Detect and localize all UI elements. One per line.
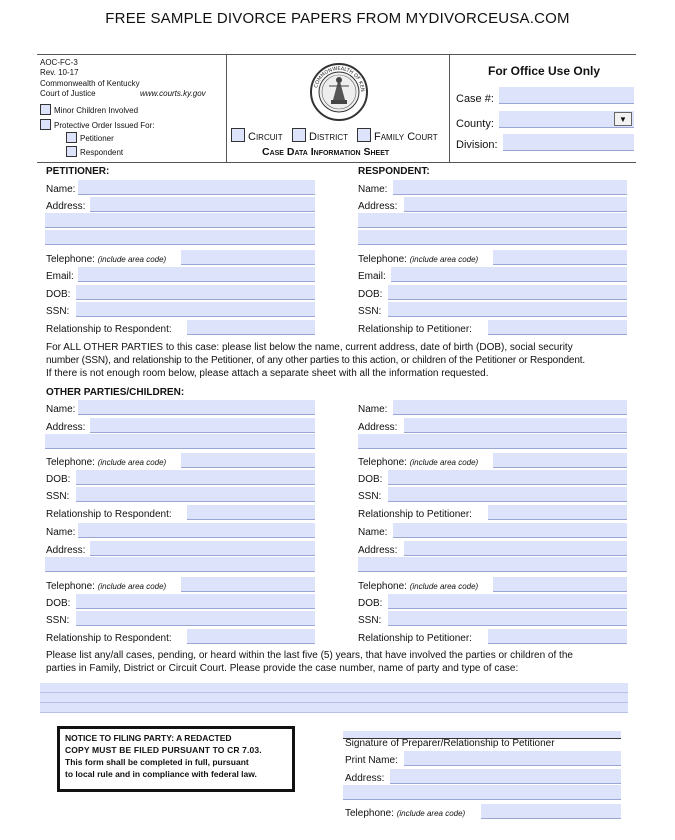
court-label: Court of Justice bbox=[40, 89, 96, 98]
party3-address-label: Address: bbox=[46, 545, 86, 556]
petitioner-name-field[interactable] bbox=[78, 180, 315, 195]
division-label: Division: bbox=[456, 139, 498, 151]
party4-ssn-field[interactable] bbox=[388, 611, 627, 626]
petitioner-email-field[interactable] bbox=[78, 267, 315, 282]
respondent-dob-label: DOB: bbox=[358, 289, 383, 300]
party2-name-field[interactable] bbox=[393, 400, 627, 415]
party2-relationship-field[interactable] bbox=[488, 505, 627, 520]
petitioner-dob-field[interactable] bbox=[76, 285, 315, 300]
print-name-field[interactable] bbox=[404, 751, 621, 766]
party1-dob-field[interactable] bbox=[76, 470, 315, 485]
party4-address-label: Address: bbox=[358, 545, 398, 556]
party2-dob-field[interactable] bbox=[388, 470, 627, 485]
party3-ssn-label: SSN: bbox=[46, 615, 70, 626]
family-court-label: Family Court bbox=[374, 131, 438, 143]
party4-telephone-field[interactable] bbox=[493, 577, 627, 592]
notice-box bbox=[57, 726, 295, 792]
party2-address-line1[interactable] bbox=[404, 418, 627, 433]
signature-label: Signature of Preparer/Relationship to Petitioner bbox=[345, 738, 555, 749]
party1-ssn-label: SSN: bbox=[46, 491, 70, 502]
other-parties-heading: OTHER PARTIES/CHILDREN: bbox=[46, 387, 185, 398]
respondent-telephone-label: Telephone: (include area code) bbox=[358, 254, 479, 265]
notice-line2: COPY MUST BE FILED PURSUANT TO CR 7.03. bbox=[65, 745, 262, 755]
party3-dob-label: DOB: bbox=[46, 598, 71, 609]
party4-name-field[interactable] bbox=[393, 523, 627, 538]
party2-ssn-label: SSN: bbox=[358, 491, 382, 502]
family-court-checkbox[interactable] bbox=[357, 128, 371, 142]
prior-cases-rule-3 bbox=[40, 712, 628, 713]
signature-telephone-field[interactable] bbox=[481, 804, 621, 819]
party3-address-line1[interactable] bbox=[90, 541, 315, 556]
respondent-address-label: Address: bbox=[358, 201, 398, 212]
page-banner: FREE SAMPLE DIVORCE PAPERS FROM MYDIVORCEUSA.COM bbox=[105, 10, 570, 27]
instructions-line1: For ALL OTHER PARTIES to this case: please list below the name, current address, date of birth (DOB), social security bbox=[46, 342, 573, 353]
party2-address-line2[interactable] bbox=[358, 434, 627, 449]
prior-cases-line1: Please list any/all cases, pending, or heard within the last five (5) years, that have involved the parties or children of the bbox=[46, 650, 573, 661]
respondent-address-line2[interactable] bbox=[358, 213, 627, 228]
petitioner-address-line3[interactable] bbox=[45, 230, 315, 245]
respondent-telephone-field[interactable] bbox=[493, 250, 627, 265]
petitioner-email-label: Email: bbox=[46, 271, 74, 282]
party3-name-label: Name: bbox=[46, 527, 76, 538]
petitioner-ssn-label: SSN: bbox=[46, 306, 70, 317]
signature-address-line2[interactable] bbox=[343, 785, 621, 800]
notice-line1: NOTICE TO FILING PARTY: A REDACTED bbox=[65, 733, 232, 743]
petitioner-address-line1[interactable] bbox=[90, 197, 315, 212]
party2-telephone-field[interactable] bbox=[493, 453, 627, 468]
party4-relationship-label: Relationship to Petitioner: bbox=[358, 633, 472, 644]
party1-telephone-field[interactable] bbox=[181, 453, 315, 468]
protective-respondent-label: Respondent bbox=[80, 148, 124, 157]
party1-address-label: Address: bbox=[46, 422, 86, 433]
party3-telephone-label: Telephone: (include area code) bbox=[46, 581, 167, 592]
circuit-label: Circuit bbox=[248, 131, 283, 143]
respondent-ssn-field[interactable] bbox=[388, 302, 627, 317]
party4-address-line1[interactable] bbox=[404, 541, 627, 556]
party2-telephone-label: Telephone: (include area code) bbox=[358, 457, 479, 468]
county-label: County: bbox=[456, 118, 494, 130]
party2-address-label: Address: bbox=[358, 422, 398, 433]
petitioner-heading: PETITIONER: bbox=[46, 166, 110, 177]
district-label: District bbox=[309, 131, 349, 143]
party4-address-line2[interactable] bbox=[358, 557, 627, 572]
notice-line4: to local rule and in compliance with federal law. bbox=[65, 769, 257, 779]
party4-telephone-label: Telephone: (include area code) bbox=[358, 581, 479, 592]
header-divider-right bbox=[449, 54, 450, 163]
commonwealth-label: Commonwealth of Kentucky bbox=[40, 79, 140, 88]
party1-address-line2[interactable] bbox=[45, 434, 315, 449]
chevron-down-icon: ▼ bbox=[619, 115, 627, 124]
party1-ssn-field[interactable] bbox=[76, 487, 315, 502]
party4-name-label: Name: bbox=[358, 527, 388, 538]
prior-cases-rule-2 bbox=[40, 702, 628, 703]
district-checkbox[interactable] bbox=[292, 128, 306, 142]
minor-children-label: Minor Children Involved bbox=[54, 106, 139, 115]
respondent-ssn-label: SSN: bbox=[358, 306, 382, 317]
case-number-field[interactable] bbox=[499, 87, 634, 104]
county-dropdown-button[interactable] bbox=[614, 112, 632, 126]
party2-dob-label: DOB: bbox=[358, 474, 383, 485]
party1-relationship-field[interactable] bbox=[187, 505, 315, 520]
minor-children-checkbox[interactable] bbox=[40, 104, 51, 115]
circuit-checkbox[interactable] bbox=[231, 128, 245, 142]
sheet-title: Case Data Information Sheet bbox=[262, 146, 390, 158]
respondent-name-label: Name: bbox=[358, 184, 388, 195]
prior-cases-textarea[interactable] bbox=[40, 683, 628, 713]
petitioner-telephone-field[interactable] bbox=[181, 250, 315, 265]
party3-name-field[interactable] bbox=[78, 523, 315, 538]
respondent-heading: RESPONDENT: bbox=[358, 166, 430, 177]
petitioner-relationship-label: Relationship to Respondent: bbox=[46, 324, 172, 335]
respondent-relationship-label: Relationship to Petitioner: bbox=[358, 324, 472, 335]
signature-address-label: Address: bbox=[345, 773, 385, 784]
party1-dob-label: DOB: bbox=[46, 474, 71, 485]
respondent-address-line1[interactable] bbox=[404, 197, 627, 212]
seal-lettering: COMMONWEALTH OF KEN bbox=[313, 65, 366, 93]
protective-order-label: Protective Order Issued For: bbox=[54, 121, 155, 130]
party4-dob-label: DOB: bbox=[358, 598, 383, 609]
case-number-label: Case #: bbox=[456, 93, 494, 105]
party4-ssn-label: SSN: bbox=[358, 615, 382, 626]
petitioner-address-line2[interactable] bbox=[45, 213, 315, 228]
party2-ssn-field[interactable] bbox=[388, 487, 627, 502]
party4-dob-field[interactable] bbox=[388, 594, 627, 609]
party2-name-label: Name: bbox=[358, 404, 388, 415]
party3-address-line2[interactable] bbox=[45, 557, 315, 572]
respondent-email-field[interactable] bbox=[391, 267, 627, 282]
signature-address-line1[interactable] bbox=[390, 769, 621, 784]
court-seal bbox=[309, 62, 369, 122]
petitioner-address-label: Address: bbox=[46, 201, 86, 212]
protective-petitioner-label: Petitioner bbox=[80, 134, 114, 143]
form-revision: Rev. 10-17 bbox=[40, 68, 79, 77]
instructions-line3: If there is not enough room below, please attach a separate sheet with all the information requested. bbox=[46, 368, 489, 379]
respondent-dob-field[interactable] bbox=[388, 285, 627, 300]
notice-line3: This form shall be completed in full, pursuant bbox=[65, 757, 249, 767]
signature-telephone-label: Telephone: (include area code) bbox=[345, 808, 466, 819]
instructions-line2: number (SSN), and relationship to the Petitioner, of any other parties to this action, or children of the Petitioner or Respondent. bbox=[46, 355, 585, 366]
division-field[interactable] bbox=[503, 134, 634, 151]
petitioner-relationship-field[interactable] bbox=[187, 320, 315, 335]
party3-telephone-field[interactable] bbox=[181, 577, 315, 592]
protective-petitioner-checkbox[interactable] bbox=[66, 132, 77, 143]
protective-respondent-checkbox[interactable] bbox=[66, 146, 77, 157]
party1-relationship-label: Relationship to Respondent: bbox=[46, 509, 172, 520]
protective-order-checkbox[interactable] bbox=[40, 119, 51, 130]
form-id: AOC-FC-3 bbox=[40, 58, 78, 67]
petitioner-dob-label: DOB: bbox=[46, 289, 71, 300]
party3-relationship-label: Relationship to Respondent: bbox=[46, 633, 172, 644]
respondent-email-label: Email: bbox=[358, 271, 386, 282]
header-top-rule bbox=[37, 54, 636, 55]
petitioner-telephone-label: Telephone: (include area code) bbox=[46, 254, 167, 265]
header-bottom-rule bbox=[37, 162, 636, 163]
party3-dob-field[interactable] bbox=[76, 594, 315, 609]
party1-telephone-label: Telephone: (include area code) bbox=[46, 457, 167, 468]
prior-cases-rule-1 bbox=[40, 692, 628, 693]
party1-address-line1[interactable] bbox=[90, 418, 315, 433]
party2-relationship-label: Relationship to Petitioner: bbox=[358, 509, 472, 520]
party1-name-field[interactable] bbox=[78, 400, 315, 415]
party3-ssn-field[interactable] bbox=[76, 611, 315, 626]
petitioner-ssn-field[interactable] bbox=[76, 302, 315, 317]
print-name-label: Print Name: bbox=[345, 755, 398, 766]
petitioner-name-label: Name: bbox=[46, 184, 76, 195]
respondent-relationship-field[interactable] bbox=[488, 320, 627, 335]
header-divider-left bbox=[226, 54, 227, 163]
respondent-address-line3[interactable] bbox=[358, 230, 627, 245]
office-use-heading: For Office Use Only bbox=[488, 64, 601, 78]
respondent-name-field[interactable] bbox=[393, 180, 627, 195]
prior-cases-line2: parties in Family, District or Circuit Court. Please provide the case number, name of party and type of case: bbox=[46, 663, 519, 674]
website-label: www.courts.ky.gov bbox=[140, 89, 206, 98]
party1-name-label: Name: bbox=[46, 404, 76, 415]
party4-relationship-field[interactable] bbox=[488, 629, 627, 644]
party3-relationship-field[interactable] bbox=[187, 629, 315, 644]
